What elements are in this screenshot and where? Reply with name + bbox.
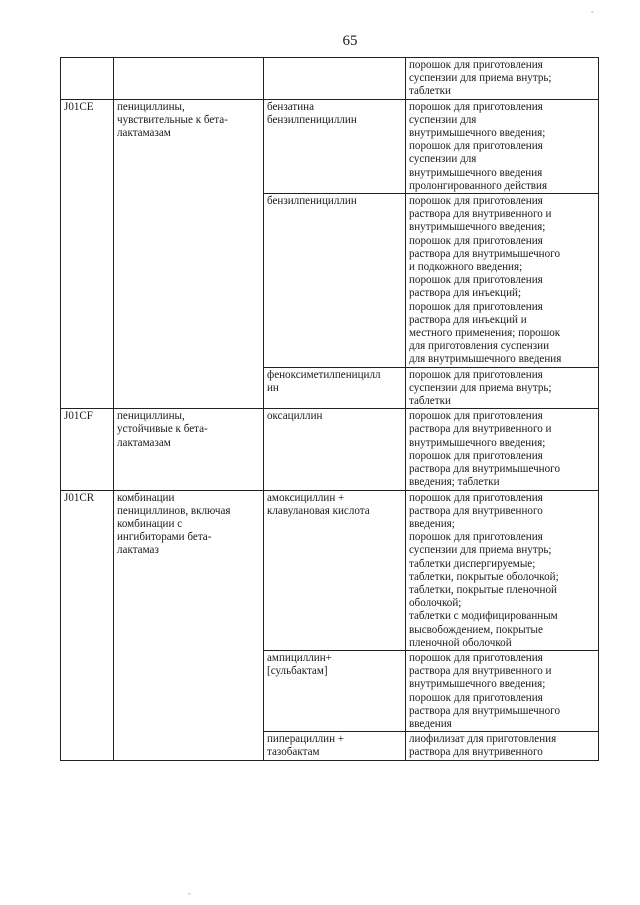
drug-name-line: оксациллин (267, 410, 323, 423)
dosage-form-line: порошок для приготовления (409, 531, 543, 544)
dosage-form-line: раствора для внутривенного и (409, 208, 552, 221)
drug-group-line: ингибиторами бета- (117, 531, 212, 544)
dosage-forms-cell (406, 99, 599, 193)
dosage-form-line: порошок для приготовления (409, 691, 543, 704)
dosage-form-line: порошок для приготовления (409, 140, 543, 153)
dosage-form-line: порошок для приготовления (409, 234, 543, 247)
dosage-form-line: порошок для приготовления (409, 274, 543, 287)
drug-group-cell (114, 409, 264, 490)
dosage-forms-cell (406, 732, 599, 760)
drug-group-line: лактамаз (117, 544, 159, 557)
dosage-form-line: суспензии для (409, 113, 477, 126)
dosage-forms-cell (406, 367, 599, 409)
dosage-form-line: для внутримышечного введения (409, 353, 562, 366)
drug-group-cell (114, 99, 264, 409)
dosage-form-line: введения (409, 717, 452, 730)
dosage-form-line: внутримышечного введения; (409, 436, 546, 449)
dosage-form-line: раствора для внутривенного (409, 746, 543, 759)
dosage-form-line: раствора для внутривенного (409, 504, 543, 517)
drug-name-cell (264, 409, 406, 490)
table-row (61, 99, 599, 193)
drug-group-line: комбинации (117, 491, 175, 504)
dosage-form-line: порошок для приготовления (409, 59, 543, 71)
dosage-form-line: порошок для приготовления (409, 368, 543, 381)
dosage-form-line: раствора для внутримышечного (409, 704, 560, 717)
dosage-form-line: суспензии для приема внутрь; (409, 72, 552, 85)
drug-name-cell (264, 650, 406, 731)
dosage-forms-cell (406, 58, 599, 100)
dosage-form-line: внутримышечного введения; (409, 127, 546, 140)
drug-name-line: ампициллин+ (267, 651, 332, 664)
dosage-form-line: раствора для инъекций; (409, 287, 522, 300)
drug-name-line: феноксиметилпеницилл (267, 368, 381, 381)
drug-name-line: клавулановая кислота (267, 504, 370, 517)
drug-group-line: чувствительные к бета- (117, 113, 228, 126)
drug-group-line: пенициллины, (117, 100, 185, 113)
dosage-forms-cell (406, 409, 599, 490)
dosage-form-line: для приготовления суспензии (409, 340, 550, 353)
dosage-form-line: местного применения; порошок (409, 327, 561, 340)
table-row (61, 490, 599, 650)
atc-code-cell: J01CE (61, 99, 114, 409)
dosage-form-line: лиофилизат для приготовления (409, 733, 557, 746)
dosage-form-line: раствора для инъекций и (409, 313, 527, 326)
drug-group-cell (114, 490, 264, 760)
dosage-form-line: порошок для приготовления (409, 491, 543, 504)
dosage-form-line: высвобождением, покрытые (409, 623, 543, 636)
dosage-form-line: таблетки (409, 395, 451, 408)
drug-name-line: бензилпенициллин (267, 195, 357, 208)
drug-group-line: комбинации с (117, 517, 183, 530)
dosage-form-line: внутримышечного введения; (409, 678, 546, 691)
dosage-form-line: порошок для приготовления (409, 300, 543, 313)
drug-table (60, 57, 599, 761)
drug-group-line: пенициллинов, включая (117, 504, 231, 517)
dosage-form-line: введения; таблетки (409, 476, 500, 489)
dosage-form-line: пленочной оболочкой (409, 636, 512, 649)
drug-name-cell (264, 367, 406, 409)
drug-name-cell (264, 99, 406, 193)
drug-name-cell (264, 490, 406, 650)
scan-mark: ˇ (188, 892, 191, 901)
atc-code-cell (61, 58, 114, 100)
drug-name-line: пиперациллин + (267, 733, 345, 746)
dosage-forms-cell (406, 194, 599, 368)
drug-group-line: лактамазам (117, 436, 171, 449)
dosage-form-line: порошок для приготовления (409, 100, 543, 113)
drug-name-line: бензатина (267, 100, 315, 113)
drug-group-line: пенициллины, (117, 410, 185, 423)
drug-name-line: ин (267, 381, 279, 394)
dosage-form-line: пролонгированного действия (409, 179, 548, 192)
atc-code-cell: J01CR (61, 490, 114, 760)
drug-table-body (61, 58, 599, 761)
dosage-form-line: порошок для приготовления (409, 410, 543, 423)
dosage-form-line: суспензии для приема внутрь; (409, 544, 552, 557)
dosage-form-line: введения; (409, 517, 455, 530)
table-row (61, 58, 599, 100)
dosage-form-line: порошок для приготовления (409, 195, 543, 208)
drug-name-cell (264, 732, 406, 760)
page-number: 65 (342, 33, 358, 49)
drug-name-line: амоксициллин + (267, 491, 345, 504)
drug-group-line: устойчивые к бета- (117, 423, 208, 436)
dosage-form-line: раствора для внутримышечного (409, 247, 560, 260)
drug-name-line: [сульбактам] (267, 665, 328, 678)
dosage-form-line: раствора для внутривенного и (409, 423, 552, 436)
dosage-form-line: таблетки с модифицированным (409, 610, 558, 623)
dosage-form-line: таблетки, покрытые оболочкой; (409, 570, 559, 583)
dosage-form-line: суспензии для приема внутрь; (409, 381, 552, 394)
dosage-form-line: таблетки диспергируемые; (409, 557, 536, 570)
drug-name-cell (264, 58, 406, 100)
drug-name-line: тазобактам (267, 746, 320, 759)
drug-name-line: бензилпенициллин (267, 113, 357, 126)
dosage-form-line: внутримышечного введения; (409, 221, 546, 234)
dosage-form-line: суспензии для (409, 153, 477, 166)
dosage-form-line: раствора для внутримышечного (409, 463, 560, 476)
atc-code-cell: J01CF (61, 409, 114, 490)
dosage-form-line: оболочкой; (409, 597, 462, 610)
scan-mark: ˇ (591, 10, 594, 19)
dosage-forms-cell (406, 490, 599, 650)
dosage-form-line: и подкожного введения; (409, 261, 523, 274)
dosage-form-line: порошок для приготовления (409, 651, 543, 664)
drug-name-cell (264, 194, 406, 368)
drug-group-cell (114, 58, 264, 100)
dosage-form-line: порошок для приготовления (409, 449, 543, 462)
dosage-form-line: таблетки (409, 85, 451, 98)
table-row (61, 409, 599, 490)
dosage-form-line: внутримышечного введения (409, 166, 543, 179)
dosage-form-line: раствора для внутривенного и (409, 665, 552, 678)
dosage-forms-cell (406, 650, 599, 731)
dosage-form-line: таблетки, покрытые пленочной (409, 583, 557, 596)
drug-group-line: лактамазам (117, 127, 171, 140)
